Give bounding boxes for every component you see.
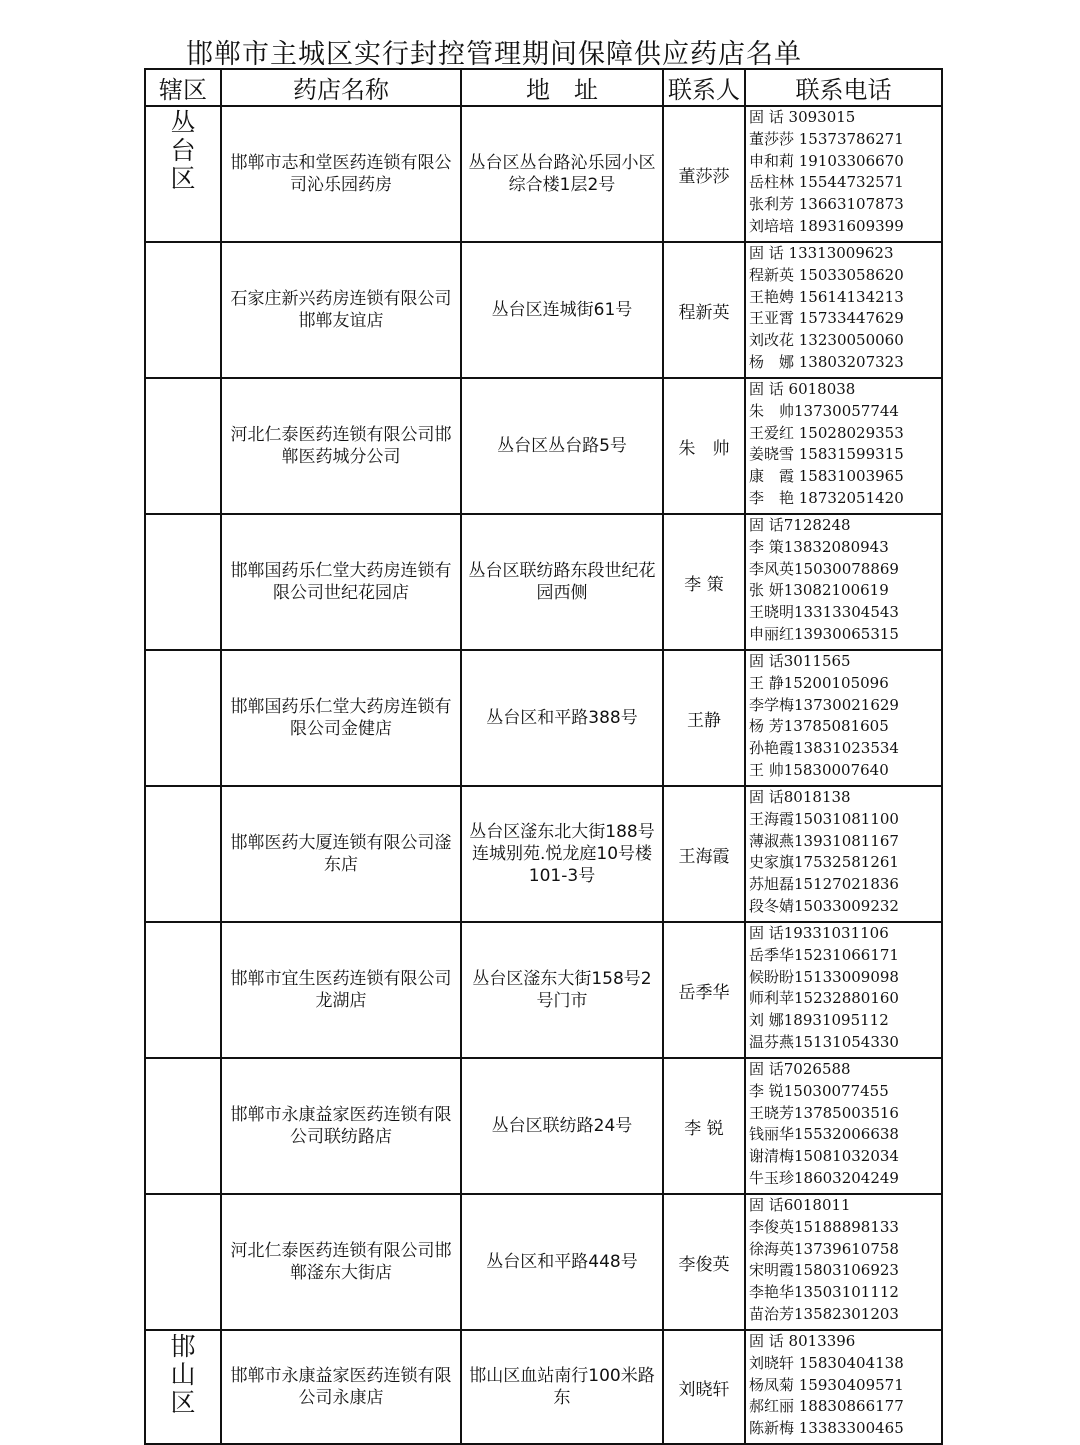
phone-entry: 杨凤菊 15930409571 (749, 1375, 904, 1394)
header-phone: 联系电话 (745, 69, 942, 106)
pharmacy-name-cell: 石家庄新兴药房连锁有限公司邯郸友谊店 (221, 242, 461, 378)
contact-person-cell: 董莎莎 (663, 106, 745, 242)
phone-entry: 王爱红 15028029353 (749, 423, 904, 442)
phone-entry: 申丽红13930065315 (749, 624, 899, 643)
phone-entry: 固 话6018011 (749, 1196, 851, 1214)
phone-entry: 郝红丽 18830866177 (749, 1397, 904, 1416)
phone-entry: 陈新梅 13383300465 (749, 1419, 904, 1438)
pharmacy-name-cell: 河北仁泰医药连锁有限公司邯郸滏东大街店 (221, 1194, 461, 1330)
address-cell: 丛台区连城街61号 (461, 242, 663, 378)
phone-entry: 刘晓轩 15830404138 (749, 1353, 904, 1372)
phone-entry: 徐海英13739610758 (749, 1239, 899, 1258)
pharmacy-name-cell: 邯郸国药乐仁堂大药房连锁有限公司金健店 (221, 650, 461, 786)
phone-entry: 王晓明13313304543 (749, 603, 899, 622)
district-cell (145, 242, 221, 378)
header-district: 辖区 (145, 69, 221, 106)
phone-list-cell (745, 650, 942, 786)
phone-entry: 董莎莎 15373786271 (749, 129, 904, 148)
table-row (145, 922, 942, 1058)
phone-entry: 苗治芳13582301203 (749, 1304, 899, 1323)
phone-entry: 温芬燕15131054330 (749, 1032, 899, 1051)
pharmacy-name-cell: 邯郸市永康益家医药连锁有限公司联纺路店 (221, 1058, 461, 1194)
phone-list-cell (745, 1058, 942, 1194)
phone-entry: 王晓芳13785003516 (749, 1103, 899, 1122)
phone-entry: 薄淑燕13931081167 (749, 831, 899, 850)
contact-person-cell: 朱 帅 (663, 378, 745, 514)
address-cell: 丛台区和平路448号 (461, 1194, 663, 1330)
phone-list-cell (745, 922, 942, 1058)
pharmacy-name-cell: 邯郸国药乐仁堂大药房连锁有限公司世纪花园店 (221, 514, 461, 650)
address-cell: 邯山区血站南行100米路东 (461, 1330, 663, 1444)
header-pharmacy-name: 药店名称 (221, 69, 461, 106)
address-cell: 丛台区联纺路东段世纪花园西侧 (461, 514, 663, 650)
phone-entry: 孙艳霞13831023534 (749, 739, 899, 758)
pharmacy-name-cell: 邯郸市永康益家医药连锁有限公司永康店 (221, 1330, 461, 1444)
table-row (145, 242, 942, 378)
district-cell (145, 514, 221, 650)
phone-entry: 张利芳 13663107873 (749, 195, 904, 214)
district-cell (145, 786, 221, 922)
phone-entry: 固 话7128248 (749, 516, 851, 534)
phone-entry: 康 霞 15831003965 (749, 467, 904, 486)
contact-person-cell: 刘晓轩 (663, 1330, 745, 1444)
phone-entry: 李 策13832080943 (749, 537, 889, 556)
district-cell (145, 922, 221, 1058)
phone-entry: 程新英 15033058620 (749, 265, 904, 284)
document-title: 邯郸市主城区实行封控管理期间保障供应药店名单 (186, 39, 802, 70)
table-row (145, 514, 942, 650)
phone-entry: 王艳娉 15614134213 (749, 287, 904, 306)
phone-entry: 牛玉珍18603204249 (749, 1168, 899, 1187)
phone-entry: 朱 帅13730057744 (749, 401, 899, 420)
phone-entry: 史家旗17532581261 (749, 853, 899, 872)
table-row (145, 1194, 942, 1330)
phone-entry: 杨 娜 13803207323 (749, 352, 904, 371)
table-row (145, 650, 942, 786)
address-cell: 丛台区丛台路5号 (461, 378, 663, 514)
table-row (145, 1058, 942, 1194)
contact-person-cell: 李 锐 (663, 1058, 745, 1194)
phone-entry: 段冬婧15033009232 (749, 896, 899, 915)
phone-entry: 固 话 8013396 (749, 1332, 856, 1350)
contact-person-cell: 王海霞 (663, 786, 745, 922)
phone-entry: 固 话8018138 (749, 788, 851, 806)
table-row (145, 1330, 942, 1444)
table-row (145, 786, 942, 922)
phone-entry: 申和莉 19103306670 (749, 151, 904, 170)
district-cell (145, 650, 221, 786)
pharmacy-name-cell: 邯郸市志和堂医药连锁有限公司沁乐园药房 (221, 106, 461, 242)
phone-entry: 王 帅15830007640 (749, 760, 889, 779)
contact-person-cell: 李俊英 (663, 1194, 745, 1330)
district-cell (145, 1194, 221, 1330)
phone-entry: 固 话 6018038 (749, 380, 856, 398)
phone-entry: 刘培培 18931609399 (749, 216, 904, 235)
phone-entry: 李风英15030078869 (749, 559, 899, 578)
contact-person-cell: 李 策 (663, 514, 745, 650)
phone-entry: 张 妍13082100619 (749, 581, 889, 600)
phone-entry: 刘改花 13230050060 (749, 331, 904, 350)
phone-entry: 刘 娜18931095112 (749, 1011, 889, 1030)
phone-list-cell (745, 786, 942, 922)
contact-person-cell: 岳季华 (663, 922, 745, 1058)
district-cell: 丛台区 (145, 106, 221, 242)
phone-entry: 王 静15200105096 (749, 673, 889, 692)
contact-person-cell: 程新英 (663, 242, 745, 378)
phone-entry: 谢清梅15081032034 (749, 1147, 899, 1166)
phone-list-cell (745, 378, 942, 514)
table-header-row (145, 69, 942, 106)
phone-entry: 钱丽华15532006638 (749, 1125, 899, 1144)
address-cell: 丛台区丛台路沁乐园小区综合楼1层2号 (461, 106, 663, 242)
table-row (145, 378, 942, 514)
phone-entry: 岳柱林 15544732571 (749, 173, 904, 192)
phone-entry: 候盼盼15133009098 (749, 967, 899, 986)
address-cell: 丛台区和平路388号 (461, 650, 663, 786)
phone-entry: 王亚霄 15733447629 (749, 309, 904, 328)
header-contact: 联系人 (663, 69, 745, 106)
phone-list-cell (745, 1194, 942, 1330)
address-cell: 丛台区滏东北大街188号连城别苑.悦龙庭10号楼101-3号 (461, 786, 663, 922)
phone-entry: 固 话3011565 (749, 652, 851, 670)
phone-list-cell (745, 514, 942, 650)
address-cell: 丛台区滏东大街158号2号门市 (461, 922, 663, 1058)
contact-person-cell: 王静 (663, 650, 745, 786)
pharmacy-name-cell: 邯郸市宜生医药连锁有限公司龙湖店 (221, 922, 461, 1058)
table-row (145, 106, 942, 242)
phone-entry: 固 话19331031106 (749, 924, 889, 942)
district-cell (145, 378, 221, 514)
phone-entry: 师利苹15232880160 (749, 989, 899, 1008)
address-cell: 丛台区联纺路24号 (461, 1058, 663, 1194)
phone-entry: 宋明霞15803106923 (749, 1261, 899, 1280)
phone-entry: 李 锐15030077455 (749, 1081, 889, 1100)
pharmacy-table (144, 68, 943, 1445)
phone-entry: 李 艳 18732051420 (749, 488, 904, 507)
phone-entry: 王海霞15031081100 (749, 809, 899, 828)
phone-list-cell (745, 242, 942, 378)
phone-entry: 李艳华13503101112 (749, 1283, 899, 1302)
phone-list-cell (745, 1330, 942, 1444)
phone-entry: 李俊英15188898133 (749, 1217, 899, 1236)
phone-entry: 李学梅13730021629 (749, 695, 899, 714)
district-cell: 邯山区 (145, 1330, 221, 1444)
phone-entry: 岳季华15231066171 (749, 945, 899, 964)
phone-entry: 固 话 3093015 (749, 108, 856, 126)
phone-entry: 苏旭磊15127021836 (749, 875, 899, 894)
phone-entry: 姜晓雪 15831599315 (749, 445, 904, 464)
phone-entry: 固 话7026588 (749, 1060, 851, 1078)
header-address: 地 址 (461, 69, 663, 106)
phone-list-cell (745, 106, 942, 242)
pharmacy-name-cell: 邯郸医药大厦连锁有限公司滏东店 (221, 786, 461, 922)
phone-entry: 杨 芳13785081605 (749, 717, 889, 736)
phone-entry: 固 话 13313009623 (749, 244, 894, 262)
pharmacy-name-cell: 河北仁泰医药连锁有限公司邯郸医药城分公司 (221, 378, 461, 514)
district-cell (145, 1058, 221, 1194)
